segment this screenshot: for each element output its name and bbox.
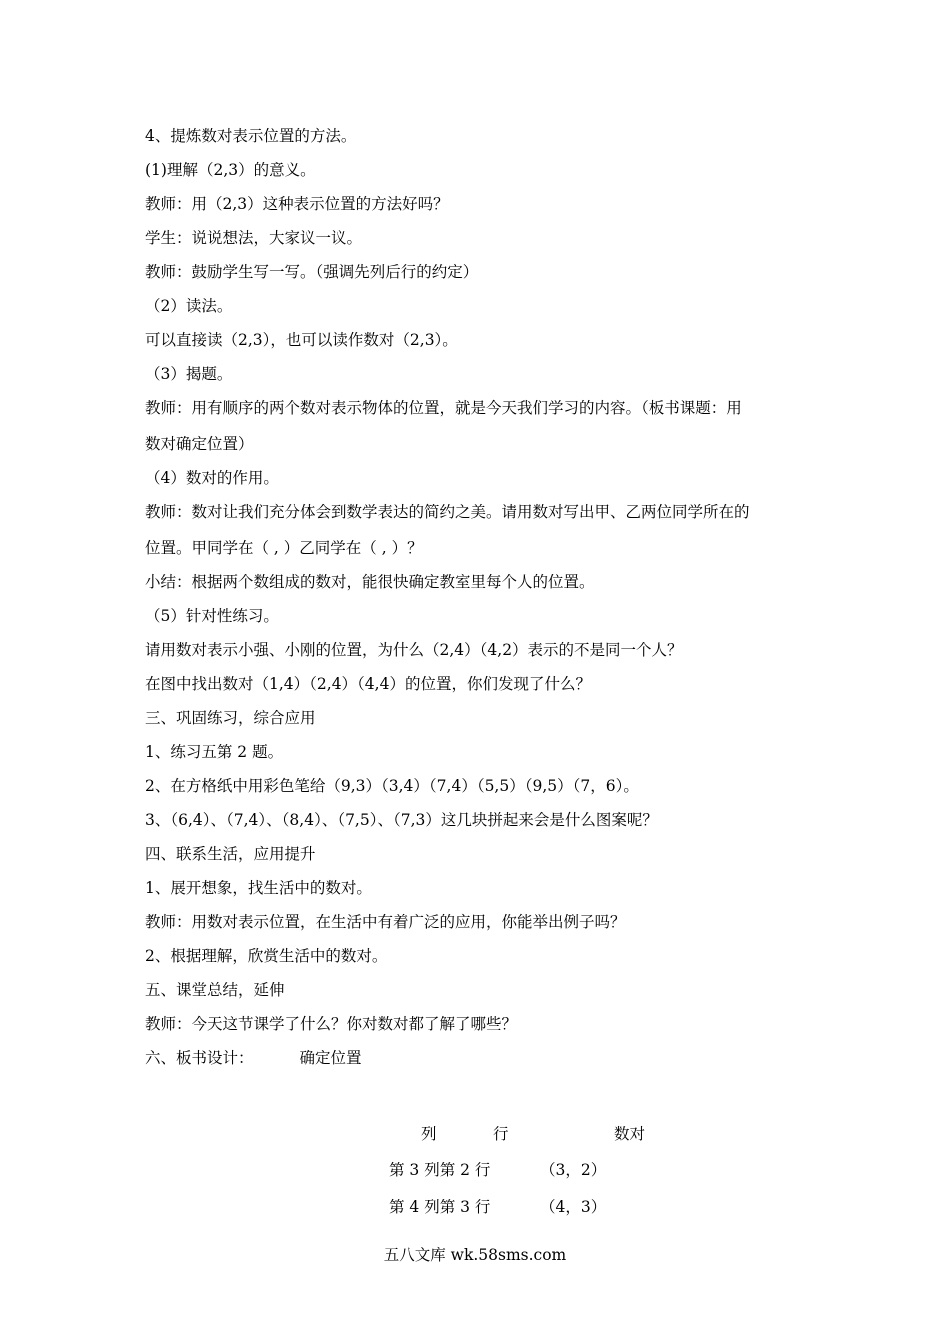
board-design-title: 确定位置 bbox=[299, 1049, 362, 1067]
text-line: （3）揭题。 bbox=[145, 365, 233, 383]
row-position: 第 3 列第 2 行 bbox=[389, 1161, 491, 1179]
text-line: 可以直接读（2,3），也可以读作数对（2,3）。 bbox=[145, 331, 458, 349]
document-body bbox=[145, 124, 805, 1080]
header-col: 列 bbox=[421, 1125, 437, 1143]
text-line: 学生：说说想法，大家议一议。 bbox=[145, 229, 363, 247]
board-design-line bbox=[145, 1046, 805, 1070]
text-line: 数对确定位置） bbox=[145, 435, 254, 453]
text-line: 1、练习五第 2 题。 bbox=[145, 743, 284, 761]
text-line: 1、展开想象，找生活中的数对。 bbox=[145, 879, 372, 897]
text-line: 教师：用（2,3）这种表示位置的方法好吗？ bbox=[145, 195, 449, 213]
section-heading: 四、联系生活，应用提升 bbox=[145, 845, 316, 863]
row-position: 第 4 列第 3 行 bbox=[389, 1198, 491, 1216]
header-row: 行 bbox=[493, 1125, 509, 1143]
text-line: 教师：鼓励学生写一写。（强调先列后行的约定） bbox=[145, 263, 479, 281]
text-line: 小结：根据两个数组成的数对，能很快确定教室里每个人的位置。 bbox=[145, 573, 595, 591]
row-pair: （3，2） bbox=[540, 1161, 607, 1179]
text-line: 教师：用数对表示位置，在生活中有着广泛的应用，你能举出例子吗？ bbox=[145, 913, 626, 931]
text-line: （5）针对性练习。 bbox=[145, 607, 279, 625]
text-line: 2、在方格纸中用彩色笔给（9,3）（3,4）（7,4）（5,5）（9,5）（7，6）。 bbox=[145, 777, 639, 795]
text-line: （4）数对的作用。 bbox=[145, 469, 279, 487]
header-pair: 数对 bbox=[614, 1125, 646, 1143]
text-line: 3、（6,4）、（7,4）、（8,4）、（7,5）、（7,3）这几块拼起来会是什么图案呢？ bbox=[145, 811, 658, 829]
text-line: 位置。甲同学在（ , ）乙同学在（ , ）？ bbox=[145, 539, 423, 557]
text-line: （2）读法。 bbox=[145, 297, 233, 315]
footer-watermark: 五八文库 wk.58sms.com bbox=[383, 1246, 567, 1264]
text-line: 4、提炼数对表示位置的方法。 bbox=[145, 127, 357, 145]
text-line: 教师：数对让我们充分体会到数学表达的简约之美。请用数对写出甲、乙两位同学所在的 bbox=[145, 503, 750, 521]
section-heading: 三、巩固练习，综合应用 bbox=[145, 709, 316, 727]
text-line: (1)理解（2,3）的意义。 bbox=[145, 161, 316, 179]
section-heading: 五、课堂总结，延伸 bbox=[145, 981, 285, 999]
text-line: 请用数对表示小强、小刚的位置，为什么（2,4）（4,2）表示的不是同一个人？ bbox=[145, 641, 683, 659]
row-pair: （4，3） bbox=[540, 1198, 607, 1216]
board-design-label: 六、板书设计： bbox=[145, 1049, 254, 1067]
text-line: 教师：用有顺序的两个数对表示物体的位置，就是今天我们学习的内容。（板书课题：用 bbox=[145, 399, 742, 417]
text-line: 教师：今天这节课学了什么？你对数对都了解了哪些？ bbox=[145, 1015, 518, 1033]
text-line: 在图中找出数对（1,4）（2,4）（4,4）的位置，你们发现了什么？ bbox=[145, 675, 591, 693]
text-line: 2、根据理解，欣赏生活中的数对。 bbox=[145, 947, 388, 965]
